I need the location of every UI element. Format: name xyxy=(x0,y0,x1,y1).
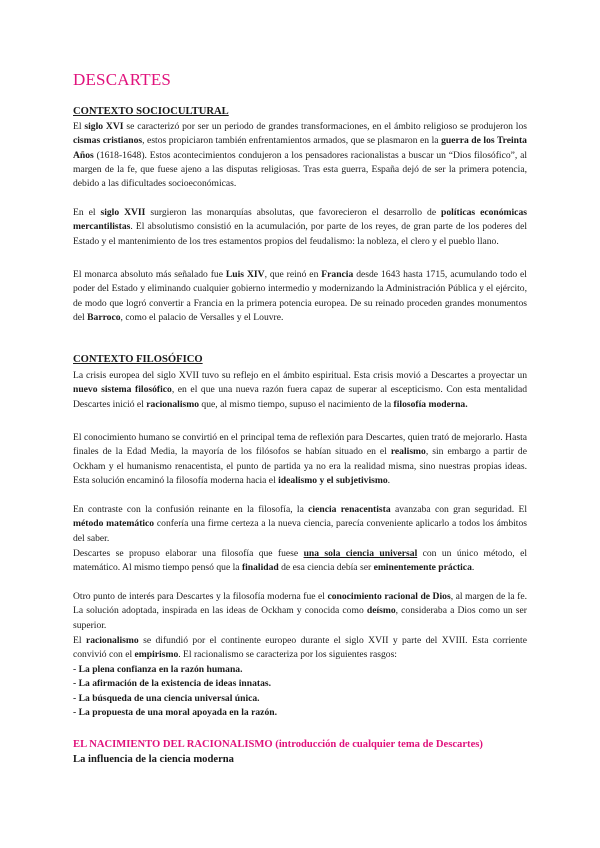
emphasis-text: cismas cristianos xyxy=(73,135,143,147)
emphasis-text: conocimiento racional de Dios xyxy=(327,591,451,602)
text-run: surgieron las monarquías absolutas, que favorecieron el desarrollo de xyxy=(145,207,442,218)
heading-contexto-sociocultural: CONTEXTO SOCIOCULTURAL xyxy=(73,106,229,117)
emphasis-text: método matemático xyxy=(73,518,155,530)
emphasis-text: eminentemente práctica xyxy=(373,562,472,574)
text-run: , estos propiciaron también enfrentamientos armados, que se plasmaron en la xyxy=(142,135,442,147)
paragraph-racionalismo xyxy=(73,634,527,663)
text-run: que, al mismo tiempo, supuso el nacimiento de la xyxy=(199,398,394,410)
text-run: , sin embargo a partir de Ockham y el humanismo renacentista, el punto de partida ya no era la realidad misma, sino nuestras propias ideas. Esta solución encaminó la filosofía moderna hacia el xyxy=(73,446,527,486)
text-run: desde 1643 hasta 1715, acumulando todo el poder del Estado y eliminando cualquier gobierno intermedio y modernizando la Administración Pública y el ejército, de modo que logró convertir a Francia en la primera potencia europea. De su reinado proceden grandes monumentos del xyxy=(73,269,527,323)
emphasis-text: guerra de los Treinta Años xyxy=(73,135,527,161)
racionalismo-traits-list xyxy=(73,663,527,720)
text-run: . El absolutismo consistió en la acumulación, por parte de los reyes, de gran parte de los poderes del Estado y el mantenimiento de los tres estamentos propios del feudalismo: la nobleza, el clero y el pueblo llano. xyxy=(73,221,527,247)
text-run: , consideraba a Dios como un ser superior. xyxy=(73,605,527,631)
document-title: DESCARTES xyxy=(73,70,172,89)
text-run: se difundió por el continente europeo durante el siglo XVII y parte del XVIII. Esta corriente convivió con el xyxy=(73,635,527,661)
text-run: (1618-1648). Estos acontecimientos condujeron a los pensadores racionalistas a buscar un “Dios filosófico”, al margen de la fe, que fuese ajeno a las disputas religiosas. Tras esta guerra, España dejó de ser la primera potencia, debido a las dificultades socioeconómicas. xyxy=(73,149,527,190)
emphasis-text: Luis XIV xyxy=(225,269,265,280)
emphasis-text: deísmo xyxy=(366,605,396,617)
text-run: El xyxy=(73,635,86,646)
paragraph-conocimiento-humano xyxy=(73,431,527,488)
text-run: , en el que una nueva razón fuera capaz de superar al escepticismo. Con esta mentalidad Descartes inició el xyxy=(73,384,527,410)
paragraph-luis-xiv xyxy=(73,268,527,325)
emphasis-text: idealismo y el subjetivismo xyxy=(278,474,388,486)
text-run: de esa ciencia debía ser xyxy=(278,562,374,574)
text-run: En el xyxy=(73,207,101,218)
heading-contexto-filosofico: CONTEXTO FILOSÓFICO xyxy=(73,354,203,365)
text-run: En contraste con la confusión reinante en la filosofía, la xyxy=(73,504,309,515)
emphasis-text: ciencia renacentista xyxy=(308,504,391,515)
text-run: , como el palacio de Versalles y el Louvre. xyxy=(120,311,284,323)
emphasis-text: racionalismo xyxy=(146,398,200,410)
paragraph-ciencia-renacentista xyxy=(73,503,527,546)
emphasis-text: una sola ciencia universal xyxy=(303,548,418,559)
paragraph-crisis-europea xyxy=(73,369,527,412)
emphasis-text: filosofía moderna. xyxy=(393,398,468,410)
text-run: , al margen de la fe. La solución adoptada, inspirada en las ideas de Ockham y conocida como xyxy=(73,591,528,617)
paragraph-siglo-xvi xyxy=(73,120,527,191)
emphasis-text: políticas económicas mercantilistas xyxy=(73,207,527,233)
text-run: El conocimiento humano se convirtió en el principal tema de reflexión para Descartes, quien trató de mejorarlo. Hasta finales de la Edad Media, la mayoría de los filósofos se habían situado en el xyxy=(73,432,527,458)
list-item: - La plena confianza en la razón humana. xyxy=(73,664,243,675)
paragraph-ciencia-universal xyxy=(73,547,527,576)
text-run: con un único método, el matemático. Al mismo tiempo pensó que la xyxy=(73,548,527,574)
text-run: confería una firme certeza a la nueva ciencia, parecía conveniente aplicarlo a todos los ámbitos del saber. xyxy=(73,518,527,544)
list-item: - La búsqueda de una ciencia universal única. xyxy=(73,692,260,704)
text-run: La crisis europea del siglo XVII tuvo su reflejo en el ámbito espiritual. Esta crisis movió a Descartes a proyectar un xyxy=(73,370,527,381)
text-run: , que reinó en xyxy=(264,269,322,280)
list-item: - La afirmación de la existencia de ideas innatas. xyxy=(73,678,271,690)
text-run: . El racionalismo se caracteriza por los siguientes rasgos: xyxy=(178,649,397,661)
text-run: . xyxy=(387,474,391,486)
paragraph-conocimiento-dios xyxy=(73,590,527,633)
text-run: se caracterizó por ser un periodo de grandes transformaciones, en el ámbito religioso se produjeron los xyxy=(123,121,527,132)
text-run: avanzaba con gran seguridad. El xyxy=(390,504,527,515)
emphasis-text: empirismo xyxy=(134,649,179,661)
paragraph-siglo-xvii xyxy=(73,206,527,249)
emphasis-text: racionalismo xyxy=(85,635,139,646)
heading-nacimiento-racionalismo: EL NACIMIENTO DEL RACIONALISMO (introducción de cualquier tema de Descartes) xyxy=(73,739,483,750)
text-run: El monarca absoluto más señalado fue xyxy=(73,269,226,280)
emphasis-text: Barroco xyxy=(87,311,121,323)
emphasis-text: realismo xyxy=(390,446,426,458)
text-run: Descartes se propuso elaborar una filosofía que fuese xyxy=(73,548,304,559)
emphasis-text: siglo XVII xyxy=(100,207,146,218)
text-run: . xyxy=(471,562,475,574)
emphasis-text: finalidad xyxy=(241,562,279,574)
list-item: - La propuesta de una moral apoyada en la razón. xyxy=(73,706,277,718)
emphasis-text: nuevo sistema filosófico xyxy=(73,384,172,396)
text-run: Otro punto de interés para Descartes y la filosofía moderna fue el xyxy=(73,591,328,602)
subheading-ciencia-moderna: La influencia de la ciencia moderna xyxy=(73,754,234,765)
emphasis-text: Francia xyxy=(321,269,354,280)
emphasis-text: siglo XVI xyxy=(84,121,124,132)
text-run: El xyxy=(73,121,85,132)
